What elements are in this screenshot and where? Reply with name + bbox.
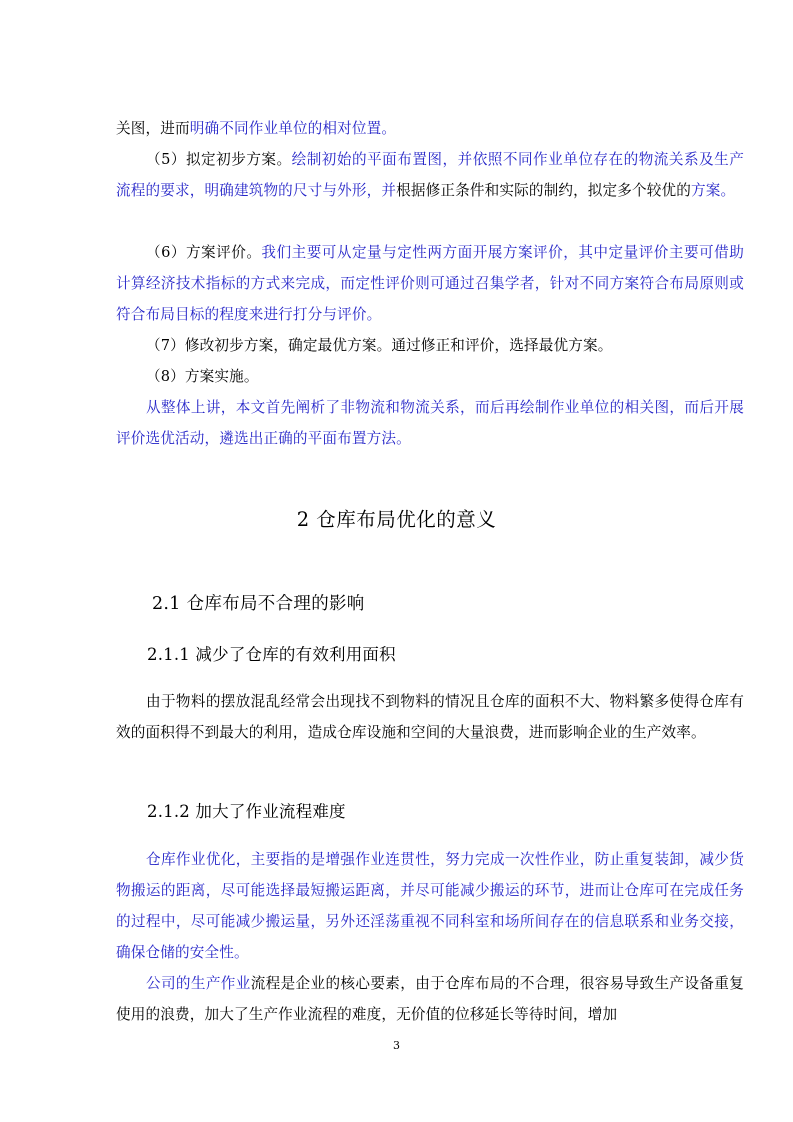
highlighted-text-run: 绘制初始的平面布置图，并依照不同作业单位存在的物流关系及生产流程的要求，明确建筑物的尺寸与外形，并 [116, 151, 744, 199]
text-run: 关图，进而 [116, 120, 190, 137]
paragraph-step-8: （8）方案实施。 [146, 368, 259, 385]
text-run: 流程是企业的核心要素，由于仓库布局的不合理，很容易导致生产设备重复使用的浪费，加大了生产作业流程的难度，无价值的位移延长等待时间，增加 [116, 975, 744, 1023]
paragraph-2-1-1: 由于物料的摆放混乱经常会出现找不到物料的情况且仓库的面积不大、物料繁多使得仓库有效的面积得不到最大的利用，造成仓库设施和空间的大量浪费，进而影响企业的生产效率。 [116, 693, 744, 741]
section-heading: 2.1 仓库布局不合理的影响 [152, 594, 365, 614]
page-number: 3 [393, 1039, 400, 1052]
text-run: 根据修正条件和实际的制约，拟定多个较优的 [396, 182, 692, 199]
text-run: （6）方案评价。 [146, 244, 262, 261]
paragraph-summary: 从整体上讲，本文首先阐析了非物流和物流关系，而后再绘制作业单位的相关图，而后开展评价选优活动，遴选出正确的平面布置方法。 [116, 399, 744, 447]
highlighted-text-run: 我们主要可从定量与定性两方面开展方案评价，其中定量评价主要可借助计算经济技术指标的方式来完成，而定性评价则可通过召集学者，针对不同方案符合布局原则或符合布局目标的程度来进行打分与评价。 [116, 244, 744, 323]
highlighted-text-run: 方案。 [691, 182, 736, 199]
chapter-heading: 2 仓库布局优化的意义 [296, 508, 497, 531]
paragraph-step-7: （7）修改初步方案，确定最优方案。通过修正和评价，选择最优方案。 [146, 337, 613, 354]
paragraph-2-1-2-a: 仓库作业优化，主要指的是增强作业连贯性，努力完成一次性作业，防止重复装卸，减少货物搬运的距离，尽可能选择最短搬运距离，并尽可能减少搬运的环节，进而让仓库可在完成任务的过程中，尽可能减少搬运量，另外还淫荡重视不同科室和场所间存在的信息联系和业务交接，确保仓储的安全性。 [116, 851, 744, 961]
paragraph-2-1-2-b [116, 968, 744, 1030]
text-run: （5）拟定初步方案。 [146, 151, 292, 168]
highlighted-text-run: 公司的生产作业 [146, 975, 251, 992]
highlighted-text-run: 明确不同作业单位的相对位置。 [189, 120, 397, 137]
subsection-heading-2-1-2: 2.1.2 加大了作业流程难度 [147, 802, 346, 821]
paragraph-step-5 [116, 144, 744, 206]
subsection-heading-2-1-1: 2.1.1 减少了仓库的有效利用面积 [147, 645, 396, 664]
paragraph-step-6 [116, 237, 744, 330]
paragraph-continuation [116, 113, 744, 144]
